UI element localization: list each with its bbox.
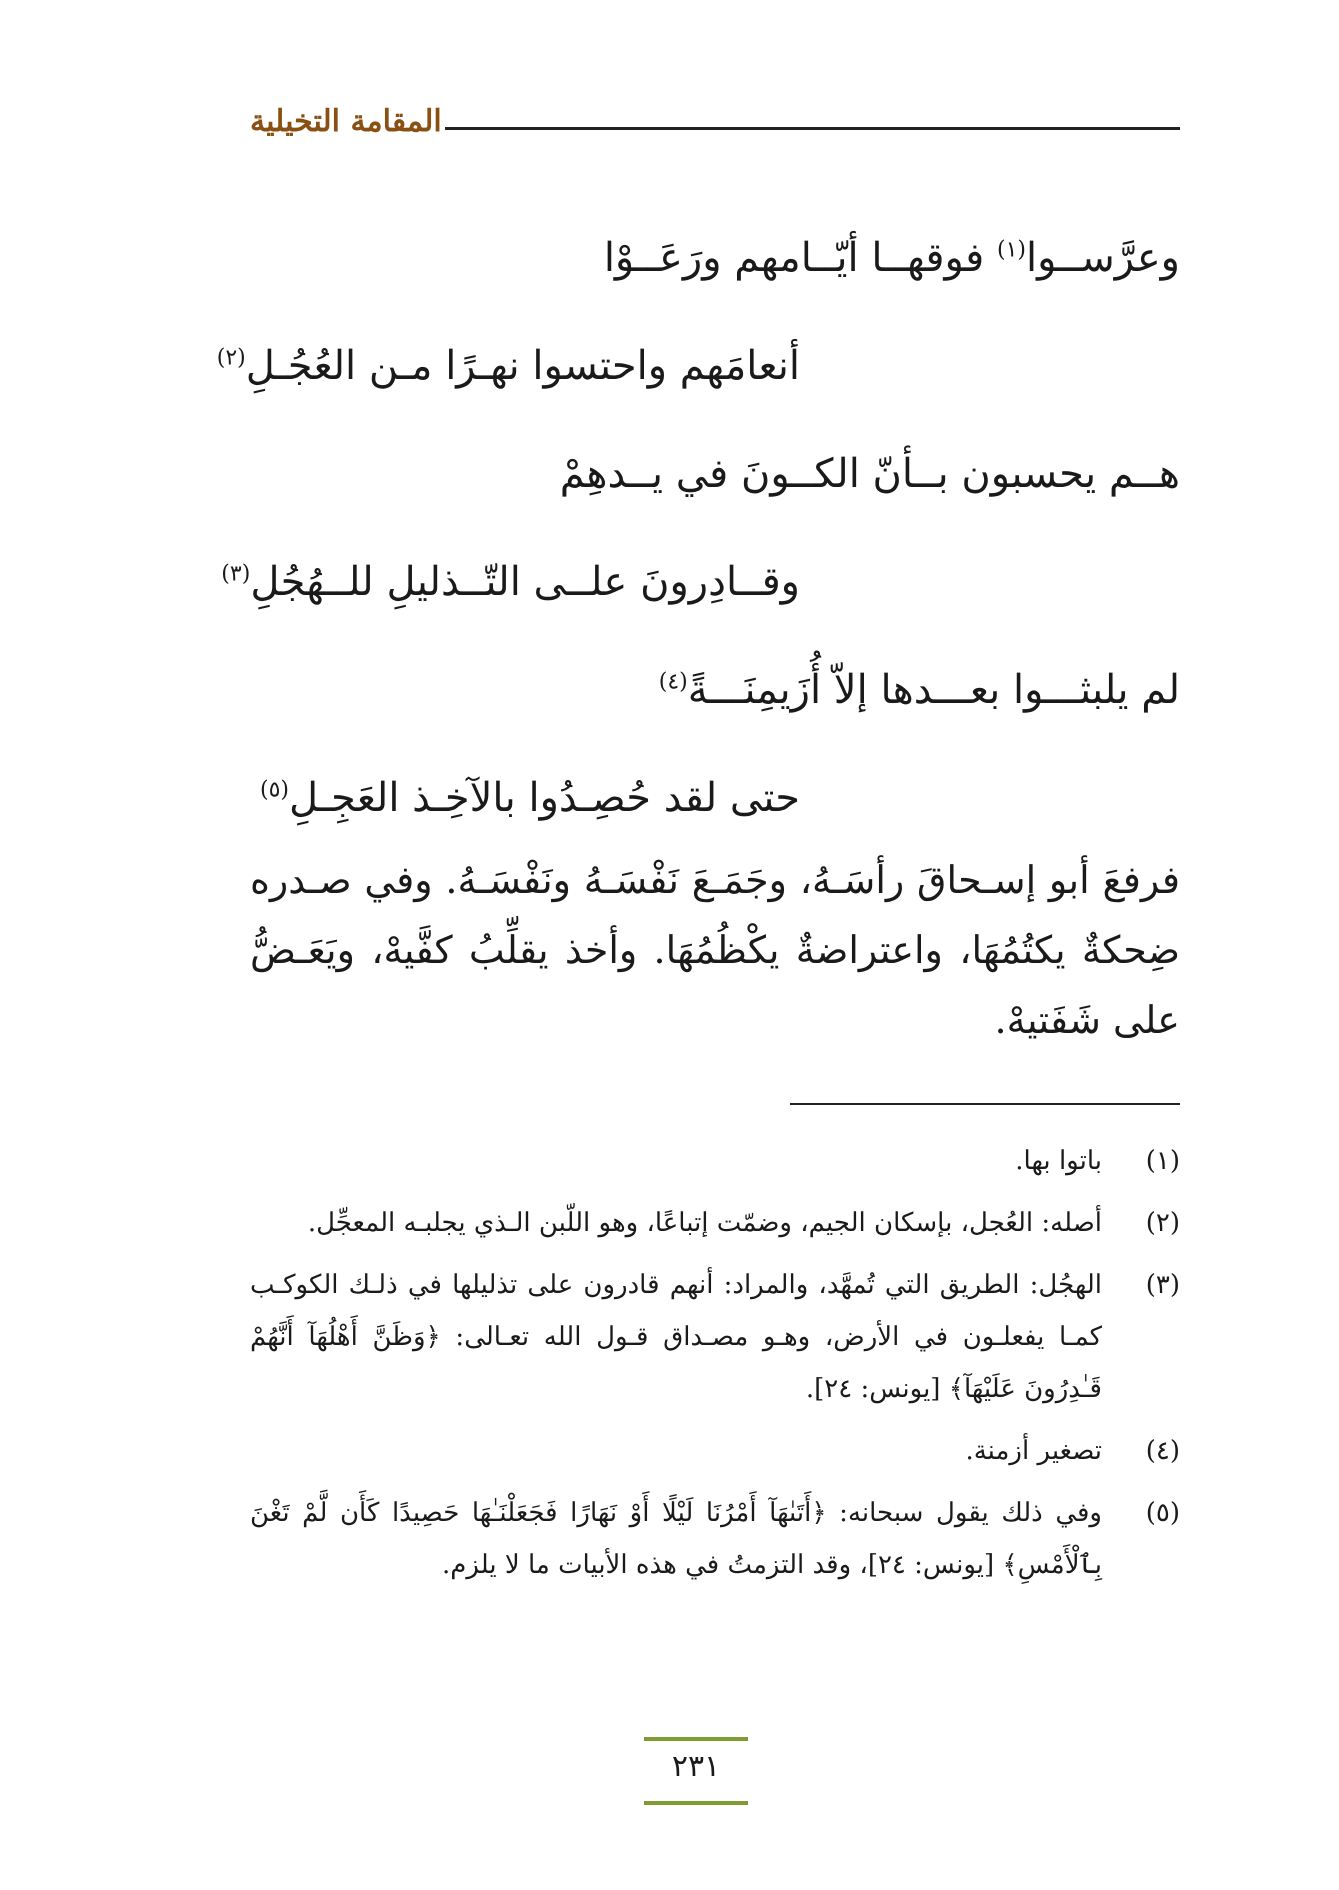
footnote — [250, 1197, 1180, 1249]
footnote-text: أصله: العُجل، بإسكان الجيم، وضمّت إتباعًا، وهو اللّبن الـذي يجلبـه المعجِّل. — [307, 1208, 1102, 1238]
page-number-block — [644, 1737, 748, 1805]
footnote-number: (٤) — [1145, 1436, 1180, 1466]
page-number-rule-bottom — [644, 1801, 748, 1805]
running-header — [250, 100, 1180, 150]
verse-text: وقــادِرونَ علــى التّــذليلِ للــهُجُلِ — [250, 559, 800, 605]
poem-verse — [216, 336, 1180, 444]
poem-verse — [250, 444, 1180, 552]
verse-text: وعرَّســوا — [1026, 235, 1180, 281]
poem-verse — [250, 228, 1180, 336]
header-title: المقامة التخيلية — [250, 104, 442, 139]
header-rule — [445, 127, 1180, 130]
footnote-number: (٣) — [1145, 1270, 1180, 1300]
verse-text-cont: فوقهــا أيّــامهم ورَعَــوْا — [603, 235, 997, 281]
page-number: ٢٣١ — [671, 1749, 721, 1784]
verse-text: هــم يحسبون بــأنّ الكــونَ في يــدهِمْ — [559, 451, 1180, 497]
footnote — [250, 1425, 1180, 1477]
poem-verse — [250, 660, 1180, 768]
footnote-text: تصغير أزمنة. — [965, 1436, 1102, 1466]
footnote-ref: (١) — [997, 237, 1027, 263]
footnote-ref: (٣) — [221, 561, 251, 587]
footnotes — [250, 1135, 1180, 1601]
footnote-separator — [790, 1103, 1180, 1105]
footnote-ref: (٥) — [260, 777, 290, 803]
footnote — [250, 1135, 1180, 1187]
footnote-number: (٢) — [1145, 1208, 1180, 1238]
footnote-number: (٥) — [1145, 1498, 1180, 1528]
verse-text: أنعامَهم واحتسوا نهـرًا مـن العُجُـلِ — [245, 343, 800, 389]
footnote-number: (١) — [1145, 1146, 1180, 1176]
verse-text: لم يلبثـــوا بعـــدها إلاّ أُزَيمِنَـــةً — [687, 667, 1180, 713]
poem — [216, 228, 1180, 876]
poem-verse — [221, 552, 1180, 660]
footnote-text: الهجُل: الطريق التي تُمهَّد، والمراد: أنهم قادرون على تذليلها في ذلـك الكوكـب كمـا يفعلـون في الأرض، وهـو مصـداق قـول الله تعـالى: ﴿وَظَنَّ أَهْلُهَآ أَنَّهُمْ قَـٰدِرُونَ عَلَيْهَآ﴾ [يونس: ٢٤]. — [250, 1270, 1102, 1404]
footnote-ref: (٤) — [658, 669, 688, 695]
footnote-text: وفي ذلك يقول سبحانه: ﴿أَتَىٰهَآ أَمْرُنَا لَيْلًا أَوْ نَهَارًا فَجَعَلْنَـٰهَا حَصِيدًا كَأَن لَّمْ تَغْنَ بِٱلْأَمْسِ﴾ [يونس: ٢٤]، وقد التزمتُ في هذه الأبيات ما لا يلزم. — [250, 1498, 1102, 1580]
footnote — [250, 1259, 1180, 1415]
footnote-text: باتوا بها. — [1015, 1146, 1102, 1176]
footnote-ref: (٢) — [216, 345, 246, 371]
prose-paragraph: فرفعَ أبو إسـحاقَ رأسَـهُ، وجَمَـعَ نَفْسَـهُ ونَفْسَـهُ. وفي صـدره ضِحكةٌ يكتُمُهَا، واعتراضةٌ يكْظُمُهَا. وأخذ يقلِّبُ كفَّيهْ، ويَعَـضُّ على شَفَتيهْ. — [250, 858, 1180, 1042]
footnote — [250, 1487, 1180, 1591]
page-number-rule-top — [644, 1737, 748, 1741]
verse-text: حتى لقد حُصِـدُوا بالآخِـذ العَجِـلِ — [289, 775, 800, 821]
